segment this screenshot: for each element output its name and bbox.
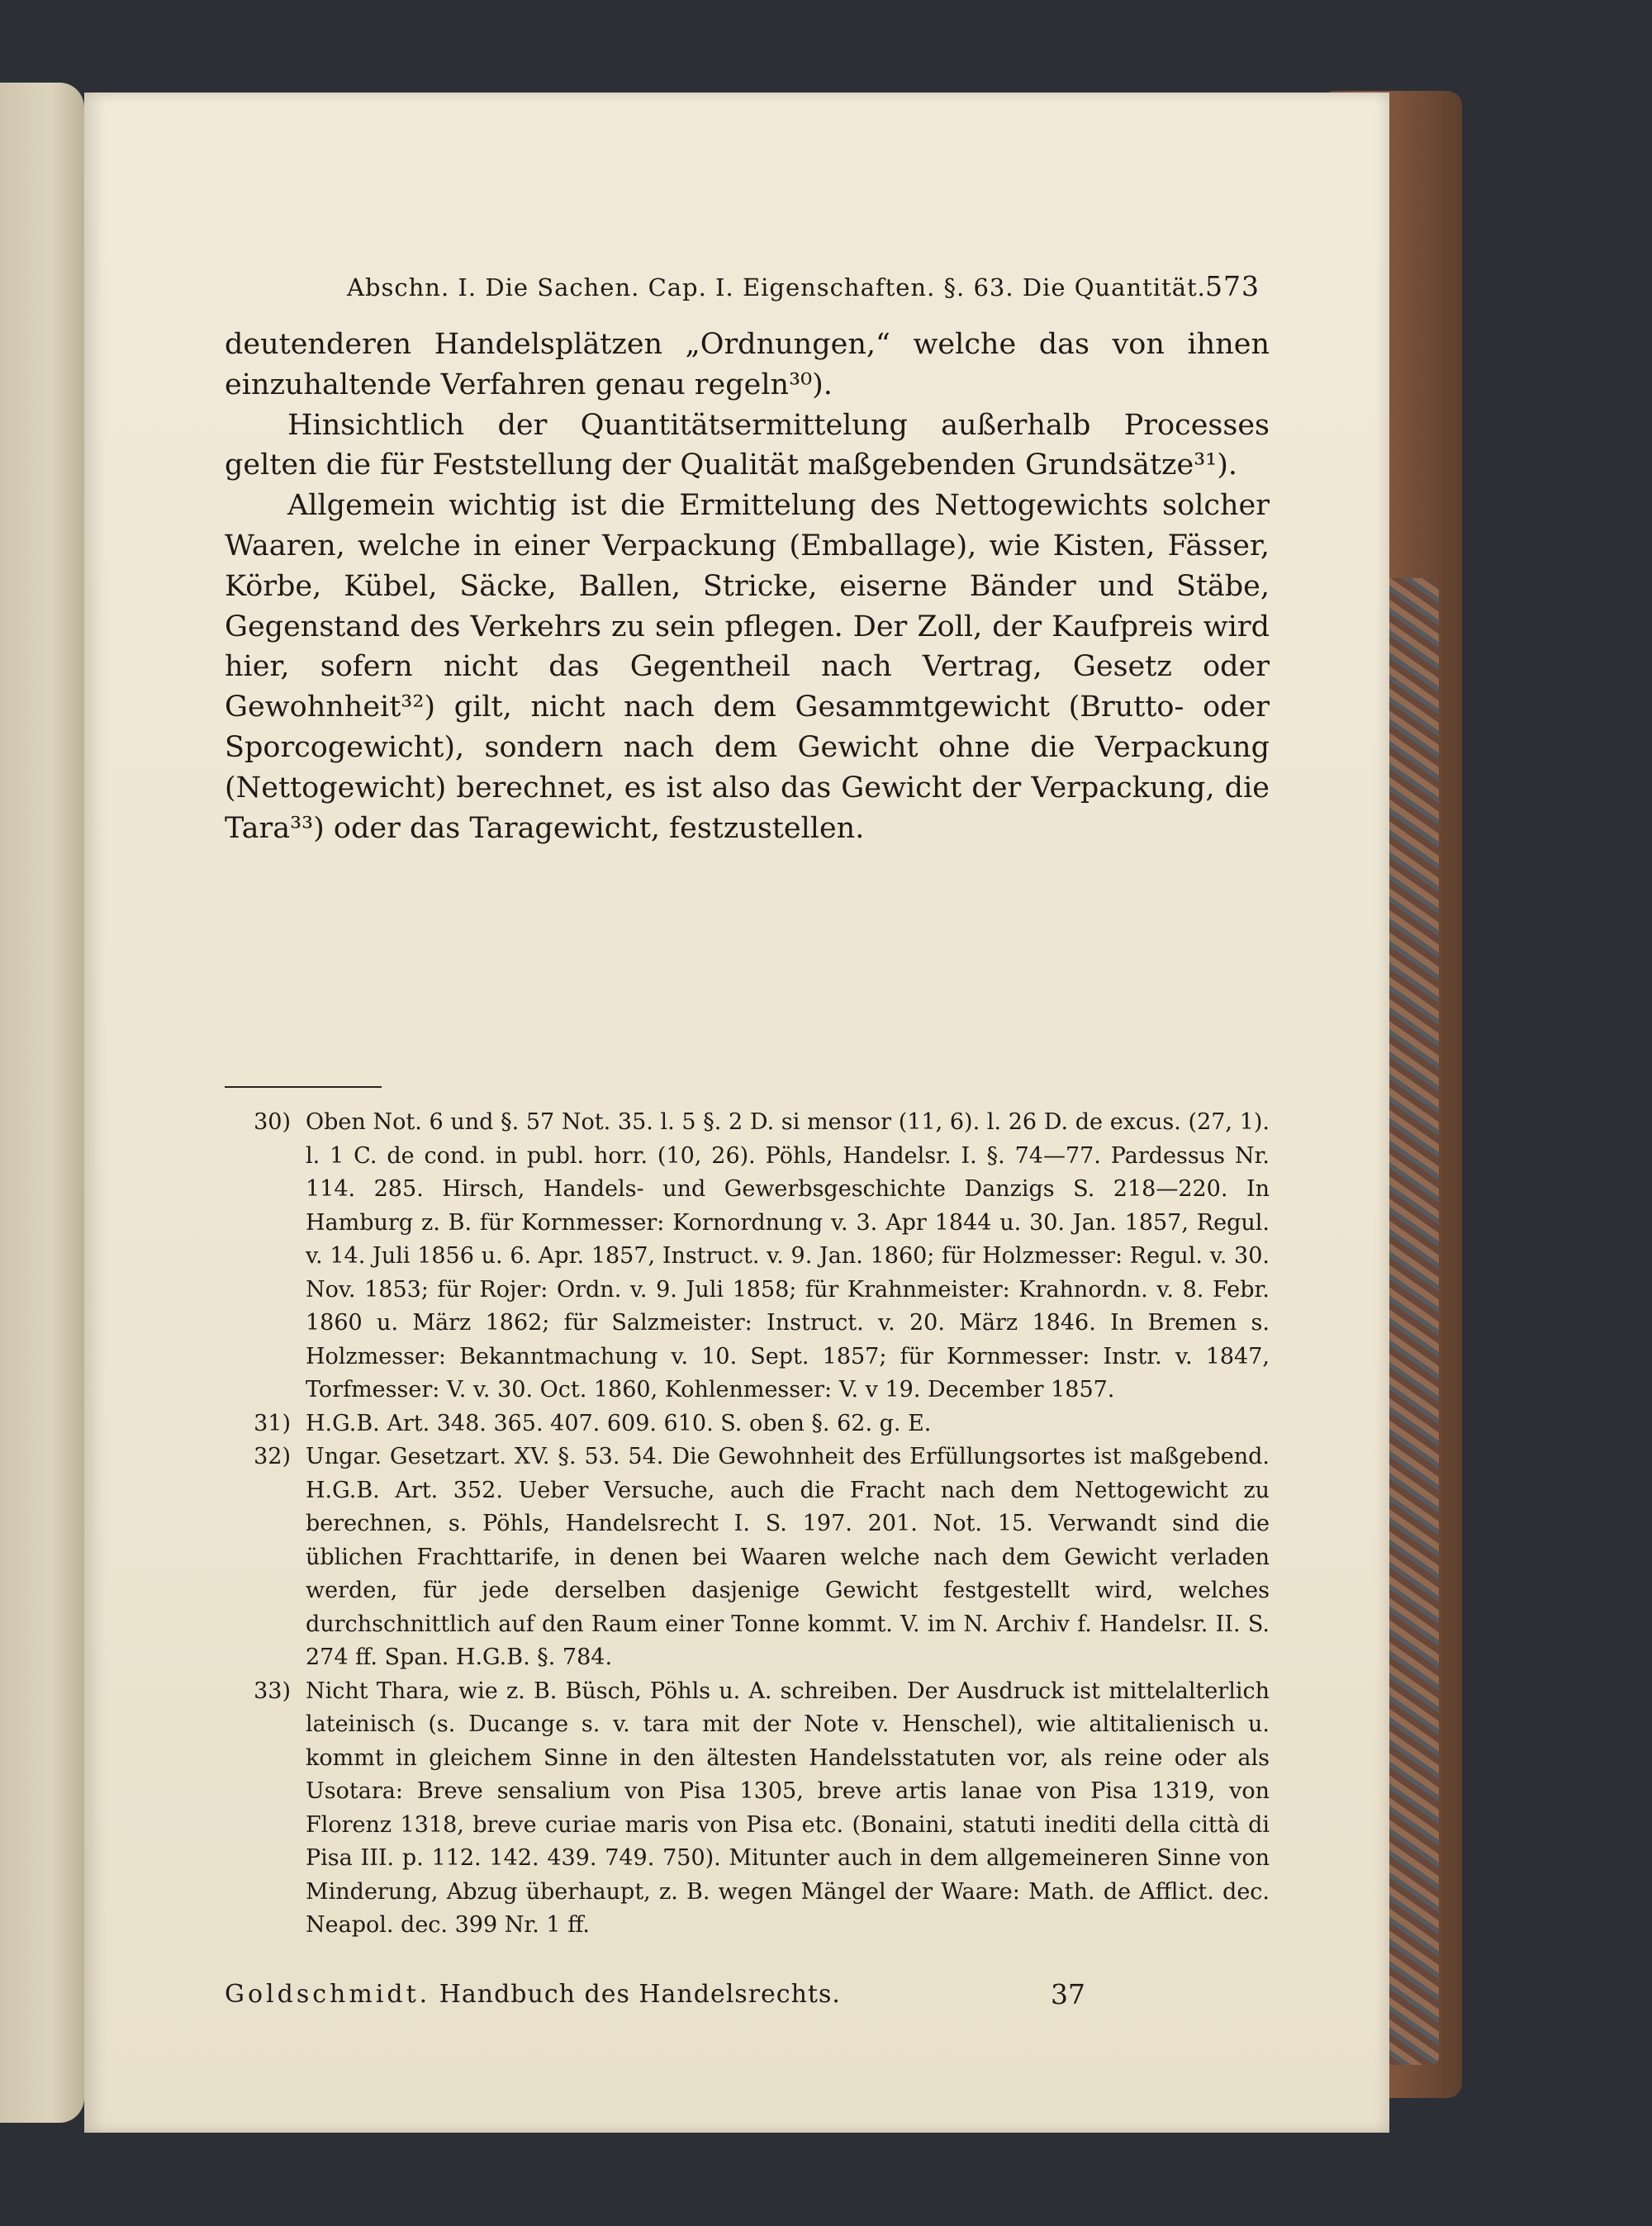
footnote-text: H.G.B. Art. 348. 365. 407. 609. 610. S. oben §. 62. g. E. [306, 1410, 932, 1436]
footnote [225, 1407, 1270, 1441]
footnote [225, 1106, 1270, 1407]
footnote-number: 33) [254, 1678, 291, 1704]
left-page-edge [0, 83, 84, 2123]
running-head-text: Abschn. I. Die Sachen. Cap. I. Eigenschaften. §. 63. Die Quantität. [347, 273, 1206, 301]
footnote-number: 32) [254, 1444, 291, 1469]
signature-mark: 37 [1051, 1978, 1085, 2010]
footnote-text: Nicht Thara, wie z. B. Büsch, Pöhls u. A. schreiben. Der Ausdruck ist mittelalterlich lateinisch (s. Ducange s. v. tara mit der Note v. Henschel), wie altitalienisch u. kommt in gleichem Sinne in den ältesten Handelsstatuten vor, als reine oder als Usotara: Breve sensalium von Pisa 1305, breve artis lanae von Pisa 1319, von Florenz 1318, breve curiae maris von Pisa etc. (Bonaini, statuti inediti della città di Pisa III. p. 112. 142. 439. 749. 750). Mitunter auch in dem allgemeineren Sinne von Minderung, Abzug überhaupt, z. B. wegen Mängel der Waare: Math. de Afflict. dec. Neapol. dec. 399 Nr. 1 ff. [306, 1678, 1270, 1938]
footnote-number: 30) [254, 1109, 291, 1135]
page-footer [225, 1980, 1270, 2021]
footer-title: Handbuch des Handelsrechts. [439, 1980, 841, 2009]
running-head [225, 262, 1270, 311]
footer-author: Goldschmidt. [225, 1980, 431, 2009]
book-page [84, 93, 1389, 2133]
paragraph: deutenderen Handelsplätzen „Ordnungen,“ welche das von ihnen einzuhaltende Verfahren genau regeln³⁰). [225, 328, 1270, 401]
footnote [225, 1675, 1270, 1943]
paragraph: Allgemein wichtig ist die Ermittelung des Nettogewichts solcher Waaren, welche in einer Verpackung (Emballage), wie Kisten, Fässer, Körbe, Kübel, Säcke, Ballen, Stricke, eiserne Bänder und Stäbe, Gegenstand des Verkehrs zu sein pflegen. Der Zoll, der Kaufpreis wird hier, sofern nicht das Gegentheil nach Vertrag, Gesetz oder Gewohnheit³²) gilt, nicht nach dem Gesammtgewicht (Brutto- oder Sporcogewicht), sondern nach dem Gewicht ohne die Verpackung (Nettogewicht) berechnet, es ist also das Gewicht der Verpackung, die Tara³³) oder das Taragewicht, festzustellen. [225, 489, 1270, 845]
page-number: 573 [1205, 270, 1260, 302]
main-text [225, 325, 1270, 848]
footnotes [225, 1106, 1270, 1943]
paragraph: Hinsichtlich der Quantitätsermittelung außerhalb Processes gelten die für Feststellung der Qualität maßgebenden Grundsätze³¹). [225, 408, 1270, 482]
footnote-number: 31) [254, 1410, 291, 1436]
footnote [225, 1440, 1270, 1675]
footer-signature-line [225, 1980, 841, 2009]
footnote-text: Ungar. Gesetzart. XV. §. 53. 54. Die Gewohnheit des Erfüllungsortes ist maßgebend. H.G.B. Art. 352. Ueber Versuche, auch die Fracht nach dem Nettogewicht zu berechnen, s. Pöhls, Handelsrecht I. S. 197. 201. Not. 15. Verwandt sind die üblichen Frachttarife, in denen bei Waaren welche nach dem Gewicht verladen werden, für jede derselben dasjenige Gewicht festgestellt wird, welches durchschnittlich auf den Raum einer Tonne kommt. V. im N. Archiv f. Handelsr. II. S. 274 ff. Span. H.G.B. §. 784. [306, 1444, 1270, 1670]
footnote-text: Oben Not. 6 und §. 57 Not. 35. l. 5 §. 2 D. si mensor (11, 6). l. 26 D. de excus. (27, 1). l. 1 C. de cond. in publ. horr. (10, 26). Pöhls, Handelsr. I. §. 74—77. Pardessus Nr. 114. 285. Hirsch, Handels- und Gewerbsgeschichte Danzigs S. 218—220. In Hamburg z. B. für Kornmesser: Kornordnung v. 3. Apr 1844 u. 30. Jan. 1857, Regul. v. 14. Juli 1856 u. 6. Apr. 1857, Instruct. v. 9. Jan. 1860; für Holzmesser: Regul. v. 30. Nov. 1853; für Rojer: Ordn. v. 9. Juli 1858; für Krahnmeister: Krahnordn. v. 8. Febr. 1860 u. März 1862; für Salzmeister: Instruct. v. 20. März 1846. In Bremen s. Holzmesser: Bekanntmachung v. 10. Sept. 1857; für Kornmesser: Instr. v. 1847, Torfmesser: V. v. 30. Oct. 1860, Kohlenmesser: V. v 19. December 1857. [306, 1109, 1270, 1403]
footnote-rule [225, 1086, 382, 1088]
